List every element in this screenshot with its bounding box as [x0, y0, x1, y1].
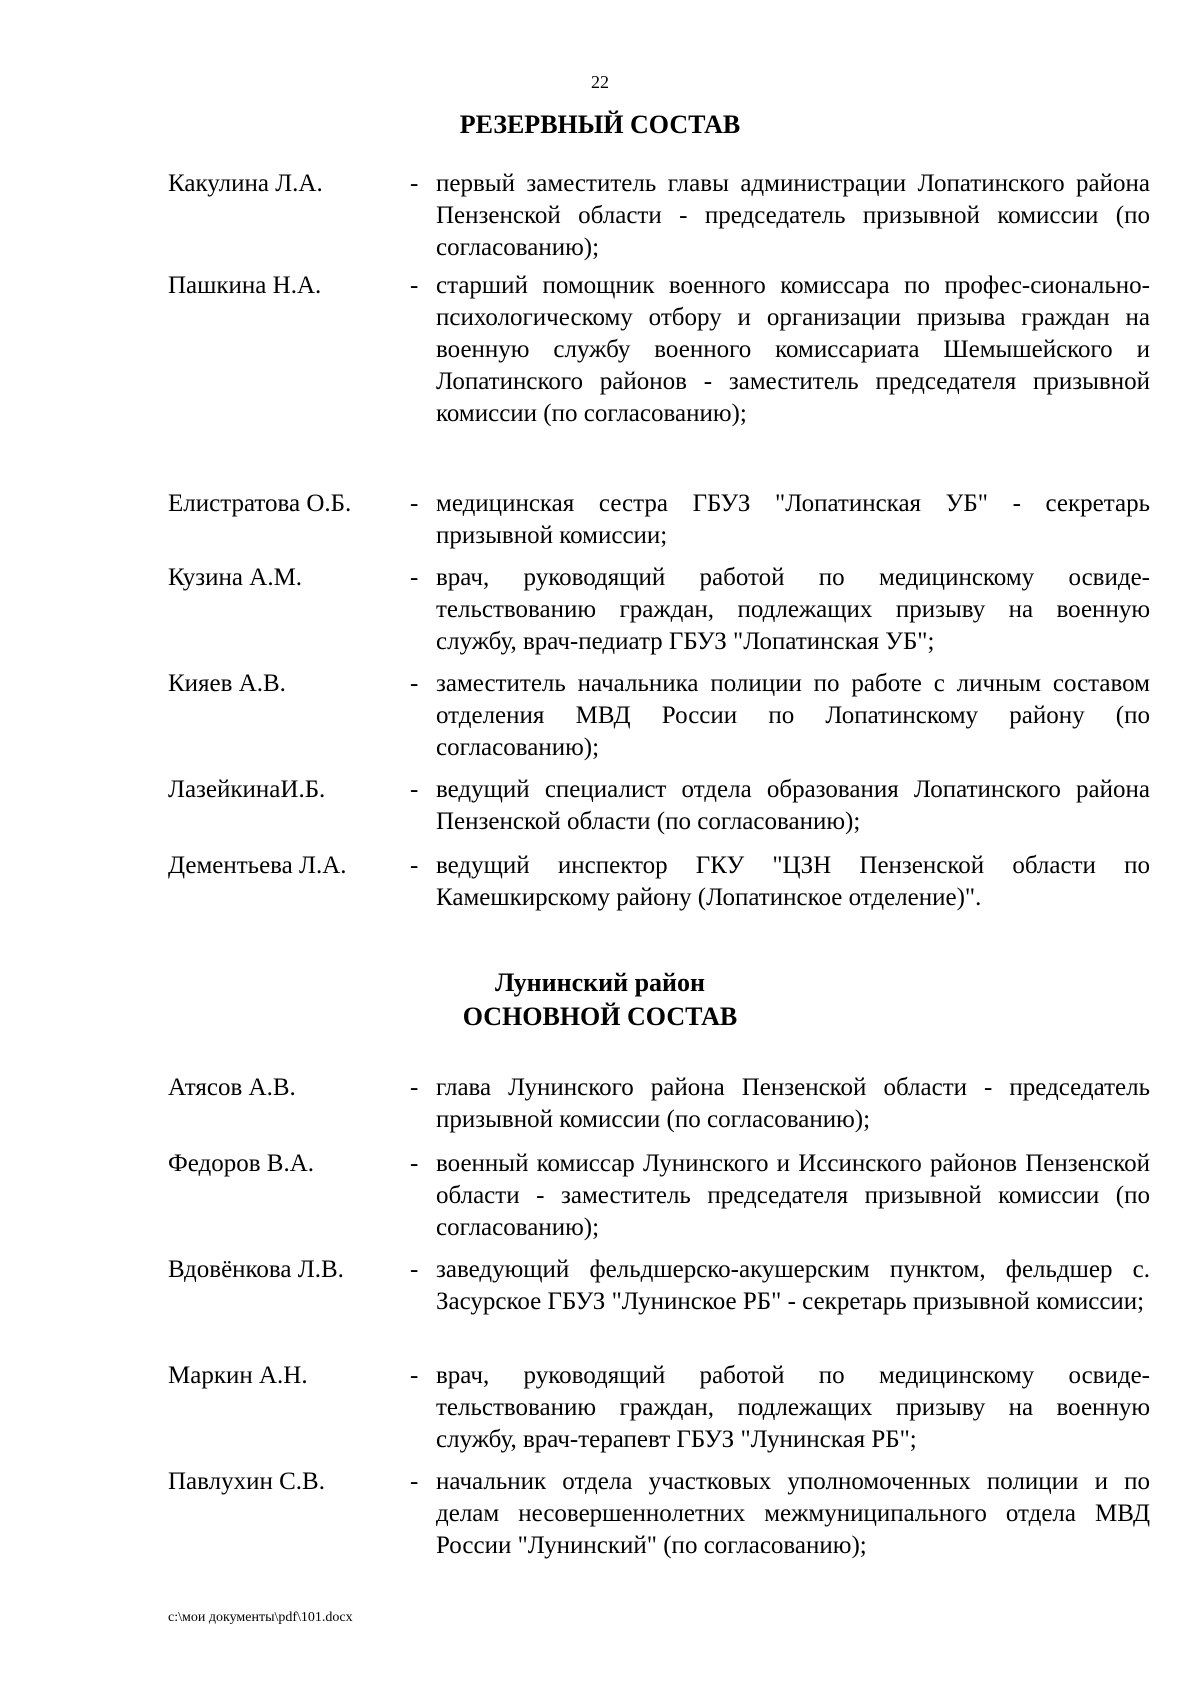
member-name: Вдовёнкова Л.В. — [168, 1256, 344, 1283]
member-dash: - — [410, 670, 419, 697]
member-entry — [168, 1466, 1150, 1562]
reserve-heading: РЕЗЕРВНЫЙ СОСТАВ — [459, 110, 741, 139]
member-name: Атясов А.В. — [168, 1074, 296, 1101]
member-name: Кузина А.М. — [168, 564, 303, 591]
member-entry — [168, 1148, 1150, 1244]
member-description: заместитель начальника полиции по работе с личным составом отделения МВД России по Лопатинскому району (по согласованию); — [436, 670, 1150, 761]
member-dash: - — [410, 170, 419, 197]
member-description: врач, руководящий работой по медицинскому освиде-тельствованию граждан, подлежащих призыву на военную службу, врач-педиатр ГБУЗ "Лопатинская УБ"; — [436, 564, 1150, 655]
member-dash: - — [410, 1362, 419, 1389]
member-description: заведующий фельдшерско-акушерским пунктом, фельдшер с. Засурское ГБУЗ "Лунинское РБ" - секретарь призывной комиссии; — [436, 1256, 1150, 1315]
member-name: Маркин А.Н. — [168, 1362, 308, 1389]
member-entry — [168, 668, 1150, 764]
member-dash: - — [410, 1256, 419, 1283]
page-number: 22 — [591, 72, 609, 92]
member-description: старший помощник военного комиссара по профес-сионально-психологическому отбору и организации призыва граждан на военную службу военного комиссариата Шемышейского и Лопатинского районов - заместитель председателя призывной комиссии (по согласованию); — [436, 272, 1150, 427]
member-dash: - — [410, 272, 419, 299]
member-description: ведущий инспектор ГКУ "ЦЗН Пензенской области по Камешкирскому району (Лопатинское отделение)". — [436, 852, 1150, 911]
member-dash: - — [410, 1468, 419, 1495]
member-name: ЛазейкинаИ.Б. — [168, 776, 326, 803]
member-name: Кияев А.В. — [168, 670, 286, 697]
member-name: Пашкина Н.А. — [168, 272, 322, 299]
member-name: Елистратова О.Б. — [168, 490, 352, 517]
member-name: Федоров В.А. — [168, 1150, 315, 1177]
district-title: Лунинский район — [494, 968, 706, 997]
member-dash: - — [410, 776, 419, 803]
member-dash: - — [410, 564, 419, 591]
member-description: медицинская сестра ГБУЗ "Лопатинская УБ" - секретарь призывной комиссии; — [436, 490, 1150, 549]
member-dash: - — [410, 1074, 419, 1101]
member-name: Павлухин С.В. — [168, 1468, 325, 1495]
member-description: начальник отдела участковых уполномоченных полиции и по делам несовершеннолетних межмуниципального отдела МВД России "Лунинский" (по согласованию); — [436, 1468, 1150, 1559]
member-description: ведущий специалист отдела образования Лопатинского района Пензенской области (по согласованию); — [436, 776, 1150, 835]
member-entry — [168, 270, 1150, 430]
member-dash: - — [410, 490, 419, 517]
member-entry — [168, 168, 1150, 264]
member-name: Какулина Л.А. — [168, 170, 323, 197]
member-entry — [168, 774, 1150, 838]
member-entry — [168, 1254, 1150, 1318]
member-description: военный комиссар Лунинского и Иссинского районов Пензенской области - заместитель председателя призывной комиссии (по согласованию); — [436, 1150, 1150, 1241]
member-entry — [168, 562, 1150, 658]
member-entry — [168, 488, 1150, 552]
member-dash: - — [410, 1150, 419, 1177]
member-description: первый заместитель главы администрации Лопатинского района Пензенской области - председатель призывной комиссии (по согласованию); — [436, 170, 1150, 261]
member-dash: - — [410, 852, 419, 879]
member-entry — [168, 1360, 1150, 1456]
member-name: Дементьева Л.А. — [168, 852, 347, 879]
footer-file-path: c:\мои документы\pdf\101.docx — [168, 1610, 353, 1625]
member-entry — [168, 1072, 1150, 1136]
member-description: врач, руководящий работой по медицинскому освиде-тельствованию граждан, подлежащих призыву на военную службу, врач-терапевт ГБУЗ "Лунинская РБ"; — [436, 1362, 1150, 1453]
member-description: глава Лунинского района Пензенской области - председатель призывной комиссии (по согласованию); — [436, 1074, 1150, 1133]
member-entry — [168, 850, 1150, 914]
main-composition-heading: ОСНОВНОЙ СОСТАВ — [462, 1002, 738, 1031]
